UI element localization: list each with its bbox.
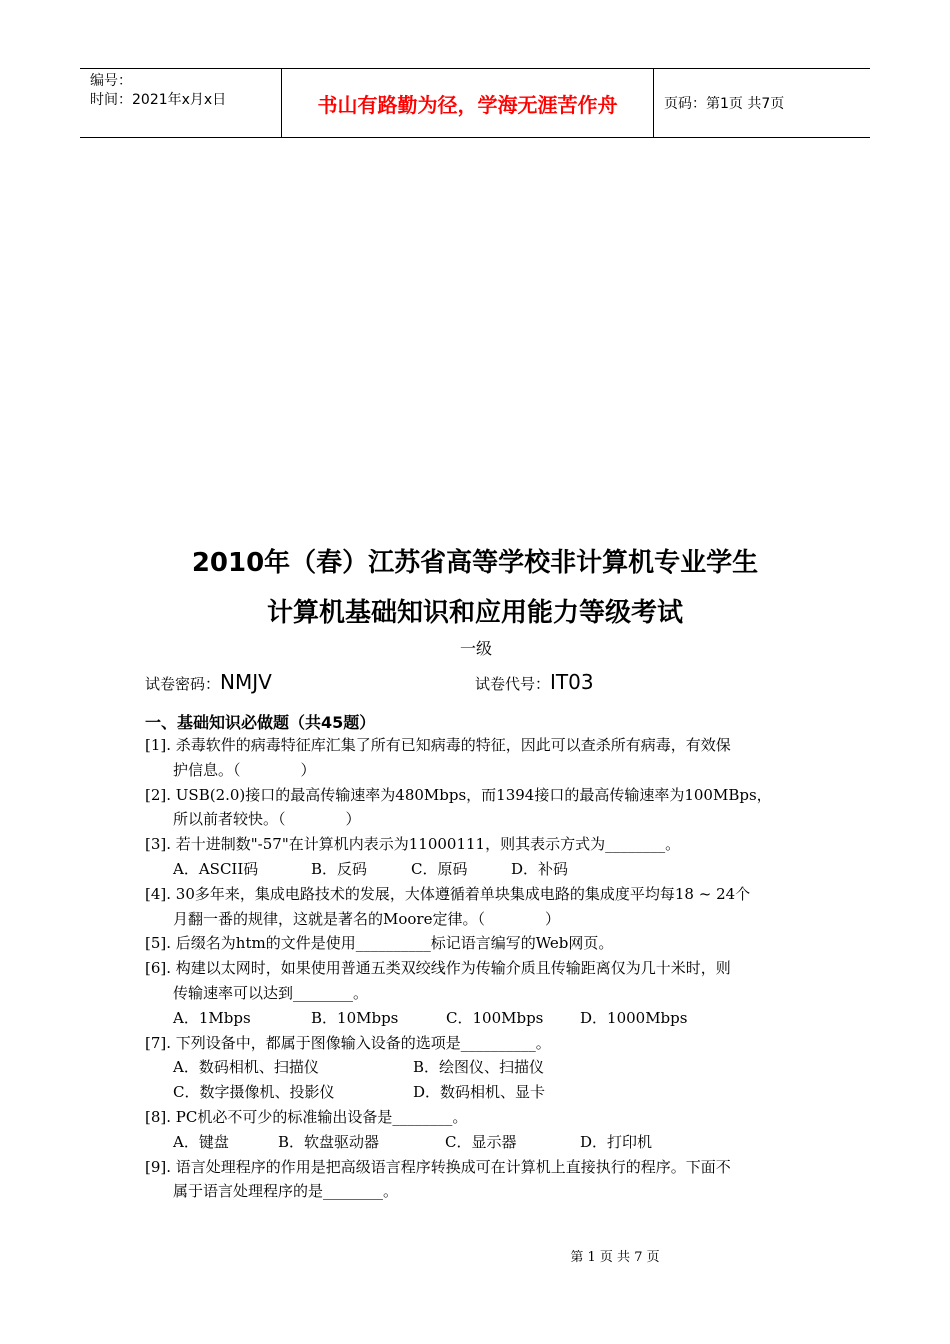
question-4-line2: 月翻一番的规律，这就是著名的Moore定律。（ ） bbox=[173, 909, 560, 928]
option-b: B．绘图仪、扫描仪 bbox=[413, 1058, 545, 1077]
exam-level: 一级 bbox=[459, 639, 492, 658]
page-footer: 第 1 页 共 7 页 bbox=[570, 1250, 660, 1265]
header-meta bbox=[80, 69, 282, 137]
question-7-options-row2 bbox=[145, 1080, 825, 1105]
question-7-options-row1 bbox=[145, 1055, 825, 1080]
option-b: B．反码 bbox=[311, 859, 368, 878]
paper-password-value: NMJV bbox=[220, 670, 272, 694]
question-5-line1: [5]. 后缀名为htm的文件是使用__________标记语言编写的Web网页。 bbox=[145, 934, 614, 953]
paper-password-label: 试卷密码： bbox=[145, 675, 221, 693]
question-2-line1: [2]. USB(2.0)接口的最高传输速率为480Mbps，而1394接口的最高传输速率为100MBps， bbox=[145, 785, 772, 804]
question-6-line1: [6]. 构建以太网时，如果使用普通五类双绞线作为传输介质且传输距离仅为几十米时，则 bbox=[145, 959, 731, 978]
option-a: A．ASCII码 bbox=[173, 859, 259, 878]
option-d: D．打印机 bbox=[580, 1132, 653, 1151]
paper-code-value: IT03 bbox=[550, 670, 594, 694]
question-2-line2: 所以前者较快。（ ） bbox=[173, 810, 361, 829]
number-label: 编号： bbox=[90, 73, 132, 89]
question-6-options bbox=[145, 1006, 825, 1031]
header-motto: 书山有路勤为径，学海无涯苦作舟 bbox=[282, 69, 654, 137]
question-3-options bbox=[145, 857, 825, 882]
question-1-line2: 护信息。（ ） bbox=[173, 760, 316, 779]
question-7-line1: [7]. 下列设备中，都属于图像输入设备的选项是__________。 bbox=[145, 1033, 551, 1052]
question-8-options bbox=[145, 1130, 825, 1155]
option-d: D．补码 bbox=[511, 859, 569, 878]
option-c: C．100Mbps bbox=[446, 1008, 544, 1027]
option-a: A．键盘 bbox=[173, 1132, 229, 1151]
paper-password bbox=[145, 670, 272, 694]
paper-code bbox=[475, 670, 594, 694]
question-list bbox=[145, 733, 825, 1204]
option-c: C．数字摄像机、投影仪 bbox=[173, 1083, 335, 1102]
option-b: B．软盘驱动器 bbox=[278, 1132, 380, 1151]
option-d: D．1000Mbps bbox=[580, 1008, 688, 1027]
document-header bbox=[80, 68, 870, 138]
paper-code-label: 试卷代号： bbox=[475, 675, 551, 693]
option-c: C．显示器 bbox=[445, 1132, 517, 1151]
question-9-line2: 属于语言处理程序的是________。 bbox=[173, 1182, 399, 1201]
question-8-line1: [8]. PC机必不可少的标准输出设备是________。 bbox=[145, 1107, 468, 1126]
header-page-label: 页码：第1页 共7页 bbox=[664, 96, 785, 112]
option-b: B．10Mbps bbox=[311, 1008, 399, 1027]
question-9-line1: [9]. 语言处理程序的作用是把高级语言程序转换成可在计算机上直接执行的程序。下面不 bbox=[145, 1157, 731, 1176]
question-6-line2: 传输速率可以达到________。 bbox=[173, 983, 369, 1002]
option-c: C．原码 bbox=[411, 859, 468, 878]
exam-title-line2: 计算机基础知识和应用能力等级考试 bbox=[266, 598, 683, 628]
date-label: 时间：2021年x月x日 bbox=[90, 92, 227, 108]
option-a: A．1Mbps bbox=[173, 1008, 251, 1027]
exam-title-line1: 2010年（春）江苏省高等学校非计算机专业学生 bbox=[191, 548, 759, 578]
option-a: A．数码相机、扫描仪 bbox=[173, 1058, 319, 1077]
section-title: 一、基础知识必做题（共45题） bbox=[145, 713, 376, 732]
question-3-line1: [3]. 若十进制数"-57"在计算机内表示为11000111，则其表示方式为________。 bbox=[145, 835, 681, 854]
question-1-line1: [1]. 杀毒软件的病毒特征库汇集了所有已知病毒的特征，因此可以查杀所有病毒，有效保 bbox=[145, 736, 731, 754]
option-d: D．数码相机、显卡 bbox=[413, 1083, 546, 1102]
question-4-line1: [4]. 30多年来，集成电路技术的发展，大体遵循着单块集成电路的集成度平均每18 ~ 24个 bbox=[145, 884, 751, 903]
